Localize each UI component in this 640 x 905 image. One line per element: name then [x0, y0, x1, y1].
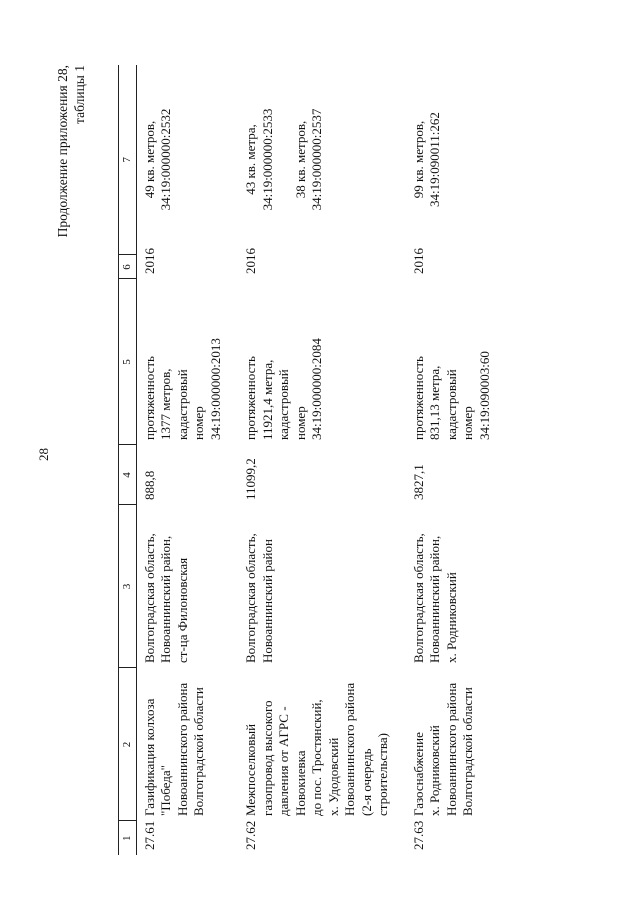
table-row: [406, 65, 508, 855]
column-header: 1: [119, 821, 137, 855]
table-row: [136, 65, 238, 855]
continuation-line-2: таблицы 1: [72, 65, 87, 124]
column-header: 4: [119, 445, 137, 505]
row-number: 27.61: [141, 820, 157, 850]
object-name: Газоснабжение х. Родниковский Новоаннинского района Волгоградской области: [410, 682, 475, 816]
object-value: 3827,1: [410, 464, 426, 500]
column-header: 7: [119, 65, 137, 255]
object-characteristics: протяженность 1377 метров, кадастровый номер 34:19:000000:2013: [141, 338, 223, 440]
object-characteristics: протяженность 831,13 метра, кадастровый номер 34:19:090003:60: [410, 351, 492, 440]
object-year: 2016: [141, 248, 157, 274]
continuation-note: [54, 65, 88, 237]
object-location: Волгоградская область, Новоаннинский район: [243, 533, 275, 663]
object-value: 888,8: [141, 470, 157, 500]
object-location: Волгоградская область, Новоаннинский район, ст-ца Филоновская: [141, 533, 190, 663]
continuation-line-1: Продолжение приложения 28,: [55, 65, 70, 238]
object-value: 11099,2: [243, 458, 258, 500]
object-characteristics: протяженность 11921,4 метра, кадастровый номер 34:19:000000:2084: [243, 338, 324, 440]
land-plot: 43 кв. метра, 34:19:000000:2533 38 кв. метров, 34:19:000000:2537: [243, 108, 324, 211]
row-number: 27.62: [243, 820, 258, 850]
appendix-table: [118, 65, 507, 855]
column-header: 3: [119, 505, 137, 668]
land-plot: 99 кв. метров, 34:19:090011:262: [410, 112, 442, 207]
row-number: 27.63: [410, 820, 426, 850]
object-year: 2016: [243, 248, 258, 274]
table-row: [238, 65, 406, 855]
column-header: 6: [119, 255, 137, 279]
object-name: Межпоселковый газопровод высокого давления от АГРС - Новокиевка до пос. Тростянский, х. Удодовский Новоаннинского района (2-я очередь строительства): [243, 682, 390, 816]
table-header-row: [119, 65, 137, 855]
column-header: 5: [119, 279, 137, 445]
column-header: 2: [119, 668, 137, 821]
land-plot: 49 кв. метров, 34:19:000000:2532: [141, 108, 173, 211]
object-year: 2016: [410, 248, 426, 274]
page-number: 28: [36, 448, 51, 461]
object-name: Газификация колхоза "Победа" Новоаннинского района Волгоградской области: [141, 682, 206, 816]
object-location: Волгоградская область, Новоаннинский район, х. Родниковский: [410, 533, 459, 663]
